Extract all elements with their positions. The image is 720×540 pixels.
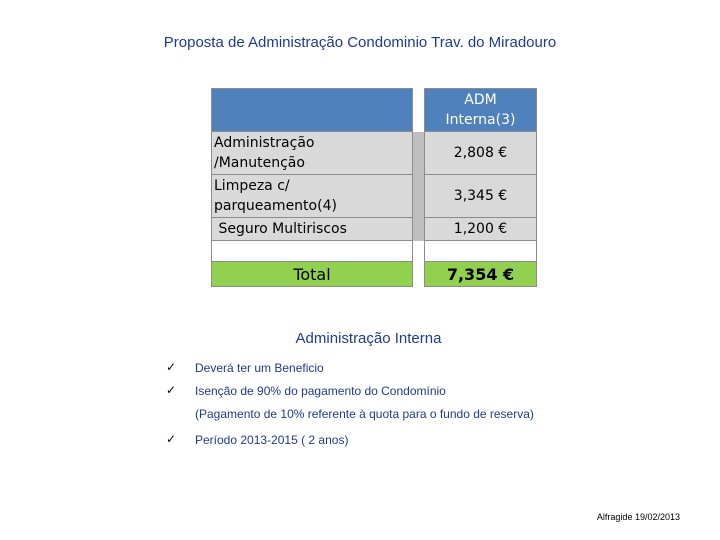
table-spacer-row: [212, 241, 537, 262]
row-label-line2: parqueamento(4): [214, 198, 337, 214]
cost-table: [211, 88, 537, 287]
header-value-line1: ADM: [464, 92, 497, 108]
list-item: Período 2013-2015 ( 2 anos): [195, 433, 349, 447]
spacer-cell: [212, 241, 413, 262]
check-icon: ✓: [166, 360, 177, 374]
footer-date: Alfragide 19/02/2013: [596, 512, 680, 522]
table-row: [212, 175, 537, 218]
header-value-cell: [425, 89, 537, 132]
column-gap: [413, 241, 425, 262]
list-item-note: (Pagamento de 10% referente à quota para o fundo de reserva): [195, 407, 534, 421]
page-title: Proposta de Administração Condominio Trav. do Miradouro: [163, 34, 557, 51]
table-total-row: [212, 262, 537, 287]
row-label: [212, 132, 413, 175]
column-gap: [413, 175, 425, 218]
row-label-line1: Limpeza c/: [214, 178, 290, 194]
header-label-cell: [212, 89, 413, 132]
row-value: 1,200 €: [425, 218, 537, 241]
total-value: 7,354 €: [425, 262, 537, 287]
row-value: 3,345 €: [425, 175, 537, 218]
column-gap: [413, 132, 425, 175]
table-header-row: [212, 89, 537, 132]
header-value-line2: Interna(3): [445, 112, 516, 128]
row-label: [212, 175, 413, 218]
column-gap: [413, 218, 425, 241]
row-label-line1: Seguro Multiriscos: [214, 221, 347, 237]
check-icon: ✓: [166, 432, 177, 446]
table-row: [212, 132, 537, 175]
total-label: Total: [212, 262, 413, 287]
row-value: 2,808 €: [425, 132, 537, 175]
list-item: Deverá ter um Beneficio: [195, 361, 324, 375]
check-icon: ✓: [166, 383, 177, 397]
table-row: [212, 218, 537, 241]
section-title: Administração Interna: [295, 330, 442, 347]
spacer-cell: [425, 241, 537, 262]
row-label: [212, 218, 413, 241]
column-gap: [413, 89, 425, 132]
row-label-line1: Administração: [214, 135, 315, 151]
column-gap: [413, 262, 425, 287]
list-item: Isenção de 90% do pagamento do Condomínio: [195, 384, 446, 398]
row-label-line2: /Manutenção: [214, 155, 305, 171]
